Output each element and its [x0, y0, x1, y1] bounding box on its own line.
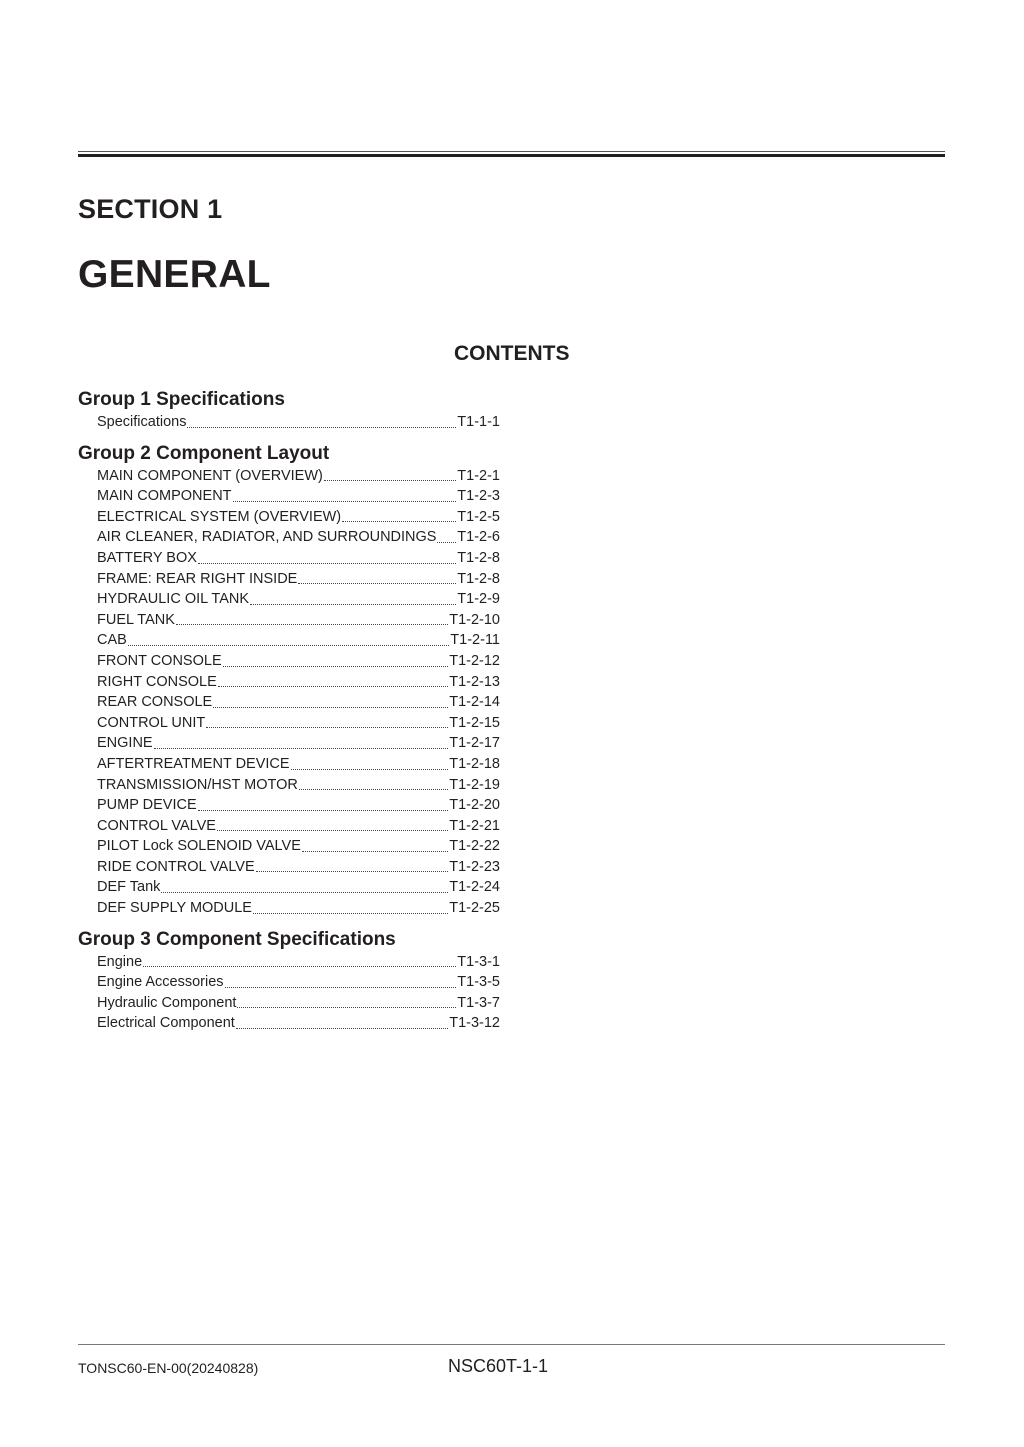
toc-entry-label: HYDRAULIC OIL TANK [97, 591, 250, 608]
toc-entry-label: Engine [97, 953, 143, 970]
toc-entry-page: T1-2-19 [449, 776, 500, 793]
toc-entry-page: T1-2-11 [450, 632, 500, 649]
toc-entry-label: PUMP DEVICE [97, 797, 197, 814]
toc-entry-label: RIDE CONTROL VALVE [97, 858, 255, 875]
document-code: TONSC60-EN-00(20240828) [78, 1360, 259, 1376]
dot-leader [237, 1006, 456, 1008]
toc-entry[interactable] [78, 993, 500, 1014]
toc-entry[interactable] [78, 857, 500, 878]
toc-entry-label: PILOT Lock SOLENOID VALVE [97, 838, 301, 855]
dot-leader [324, 479, 456, 481]
dot-leader [342, 520, 456, 522]
toc-entry[interactable] [78, 877, 500, 898]
toc-entry-page: T1-2-1 [457, 467, 500, 484]
toc-entry[interactable] [78, 466, 500, 487]
dot-leader [299, 788, 448, 790]
toc-entry[interactable] [78, 651, 500, 672]
dot-leader [187, 426, 456, 428]
dot-leader [206, 726, 448, 728]
toc-entry-label: MAIN COMPONENT [97, 488, 232, 505]
toc-entry-page: T1-2-13 [449, 673, 500, 690]
dot-leader [143, 965, 456, 967]
toc-entry-label: CAB [97, 632, 127, 649]
toc-entry-page: T1-2-24 [449, 879, 500, 896]
toc-entry[interactable] [78, 733, 500, 754]
toc-entry[interactable] [78, 898, 500, 919]
dot-leader [298, 582, 456, 584]
toc-entry-label: ELECTRICAL SYSTEM (OVERVIEW) [97, 508, 342, 525]
dot-leader [154, 747, 449, 749]
toc-group-title: Group 3 Component Specifications [78, 928, 396, 950]
toc-entry-label: Hydraulic Component [97, 994, 237, 1011]
toc-entry-label: DEF SUPPLY MODULE [97, 900, 252, 917]
toc-entry-page: T1-3-5 [457, 974, 500, 991]
dot-leader [437, 541, 456, 543]
toc-entry-page: T1-3-7 [457, 994, 500, 1011]
toc-entry-page: T1-3-12 [449, 1015, 500, 1032]
toc-entry-page: T1-2-8 [457, 549, 500, 566]
dot-leader [176, 623, 448, 625]
dot-leader [213, 706, 448, 708]
toc-group-title: Group 2 Component Layout [78, 442, 330, 464]
toc-entry[interactable] [78, 836, 500, 857]
dot-leader [302, 850, 448, 852]
toc-entry-label: FRONT CONSOLE [97, 652, 222, 669]
dot-leader [198, 562, 456, 564]
toc-entry[interactable] [78, 754, 500, 775]
toc-entry[interactable] [78, 1013, 500, 1034]
dot-leader [253, 912, 448, 914]
toc-entry-page: T1-3-1 [457, 953, 500, 970]
toc-entry-page: T1-2-23 [449, 858, 500, 875]
toc-entry-page: T1-2-17 [449, 735, 500, 752]
header-rule-thin [78, 151, 945, 152]
toc-entry-label: MAIN COMPONENT (OVERVIEW) [97, 467, 323, 484]
toc-entry-label: Electrical Component [97, 1015, 235, 1032]
dot-leader [236, 1027, 448, 1029]
toc-entry-label: CONTROL UNIT [97, 714, 206, 731]
toc-entry[interactable] [78, 412, 500, 433]
toc-entry-page: T1-2-5 [457, 508, 500, 525]
header-rule-thick [78, 154, 945, 157]
toc-entry[interactable] [78, 569, 500, 590]
dot-leader [218, 685, 448, 687]
toc-entry[interactable] [78, 548, 500, 569]
toc-entry-label: FUEL TANK [97, 611, 175, 628]
toc-entry[interactable] [78, 816, 500, 837]
section-title: GENERAL [78, 253, 271, 296]
toc-entry[interactable] [78, 507, 500, 528]
toc-entry-label: CONTROL VALVE [97, 817, 216, 834]
toc-entry[interactable] [78, 775, 500, 796]
dot-leader [225, 986, 457, 988]
toc-entry-label: BATTERY BOX [97, 549, 197, 566]
toc-entry-page: T1-1-1 [457, 414, 500, 430]
dot-leader [161, 891, 448, 893]
toc-entry[interactable] [78, 692, 500, 713]
dot-leader [223, 665, 449, 667]
toc-entry-page: T1-2-25 [449, 900, 500, 917]
toc-entry-page: T1-2-3 [457, 488, 500, 505]
toc-group-title: Group 1 Specifications [78, 389, 285, 410]
toc-entry-page: T1-2-8 [457, 570, 500, 587]
toc-entry-label: Engine Accessories [97, 974, 224, 991]
toc-entry-label: ENGINE [97, 735, 153, 752]
dot-leader [217, 829, 448, 831]
toc-entry[interactable] [78, 952, 500, 973]
toc-entry-page: T1-2-18 [449, 755, 500, 772]
dot-leader [198, 809, 449, 811]
toc-entry-page: T1-2-6 [457, 529, 500, 546]
toc-entry-page: T1-2-12 [449, 652, 500, 669]
toc-entry[interactable] [78, 610, 500, 631]
dot-leader [250, 603, 456, 605]
dot-leader [256, 870, 449, 872]
section-label: SECTION 1 [78, 194, 223, 224]
toc-entry[interactable] [78, 527, 500, 548]
toc-entry-label: FRAME: REAR RIGHT INSIDE [97, 570, 298, 587]
toc-group [78, 388, 500, 433]
toc-entry[interactable] [78, 972, 500, 993]
toc-entry[interactable] [78, 672, 500, 693]
toc-entry[interactable] [78, 486, 500, 507]
table-of-contents [78, 388, 500, 1043]
dot-leader [128, 644, 449, 646]
toc-entry-page: T1-2-10 [449, 611, 500, 628]
toc-entry-label: REAR CONSOLE [97, 694, 213, 711]
toc-entry-page: T1-2-14 [449, 694, 500, 711]
toc-entry-page: T1-2-22 [449, 838, 500, 855]
toc-entry[interactable] [78, 713, 500, 734]
dot-leader [233, 500, 457, 502]
toc-entry-label: AFTERTREATMENT DEVICE [97, 755, 290, 772]
footer-rule [78, 1344, 945, 1345]
contents-heading: CONTENTS [454, 342, 570, 365]
toc-group [78, 442, 500, 919]
toc-entry-label: DEF Tank [97, 879, 161, 896]
toc-entry-page: T1-2-9 [457, 591, 500, 608]
toc-entry[interactable] [78, 589, 500, 610]
dot-leader [291, 768, 449, 770]
toc-entry-label: AIR CLEANER, RADIATOR, AND SURROUNDINGS [97, 529, 437, 546]
page-number: NSC60T-1-1 [448, 1356, 549, 1376]
toc-entry[interactable] [78, 795, 500, 816]
toc-group [78, 928, 500, 1034]
toc-entry-label: TRANSMISSION/HST MOTOR [97, 776, 298, 793]
toc-entry-page: T1-2-20 [449, 797, 500, 814]
toc-entry-label: Specifications [97, 414, 187, 430]
toc-entry-page: T1-2-15 [449, 714, 500, 731]
toc-entry[interactable] [78, 630, 500, 651]
toc-entry-label: RIGHT CONSOLE [97, 673, 217, 690]
toc-entry-page: T1-2-21 [449, 817, 500, 834]
